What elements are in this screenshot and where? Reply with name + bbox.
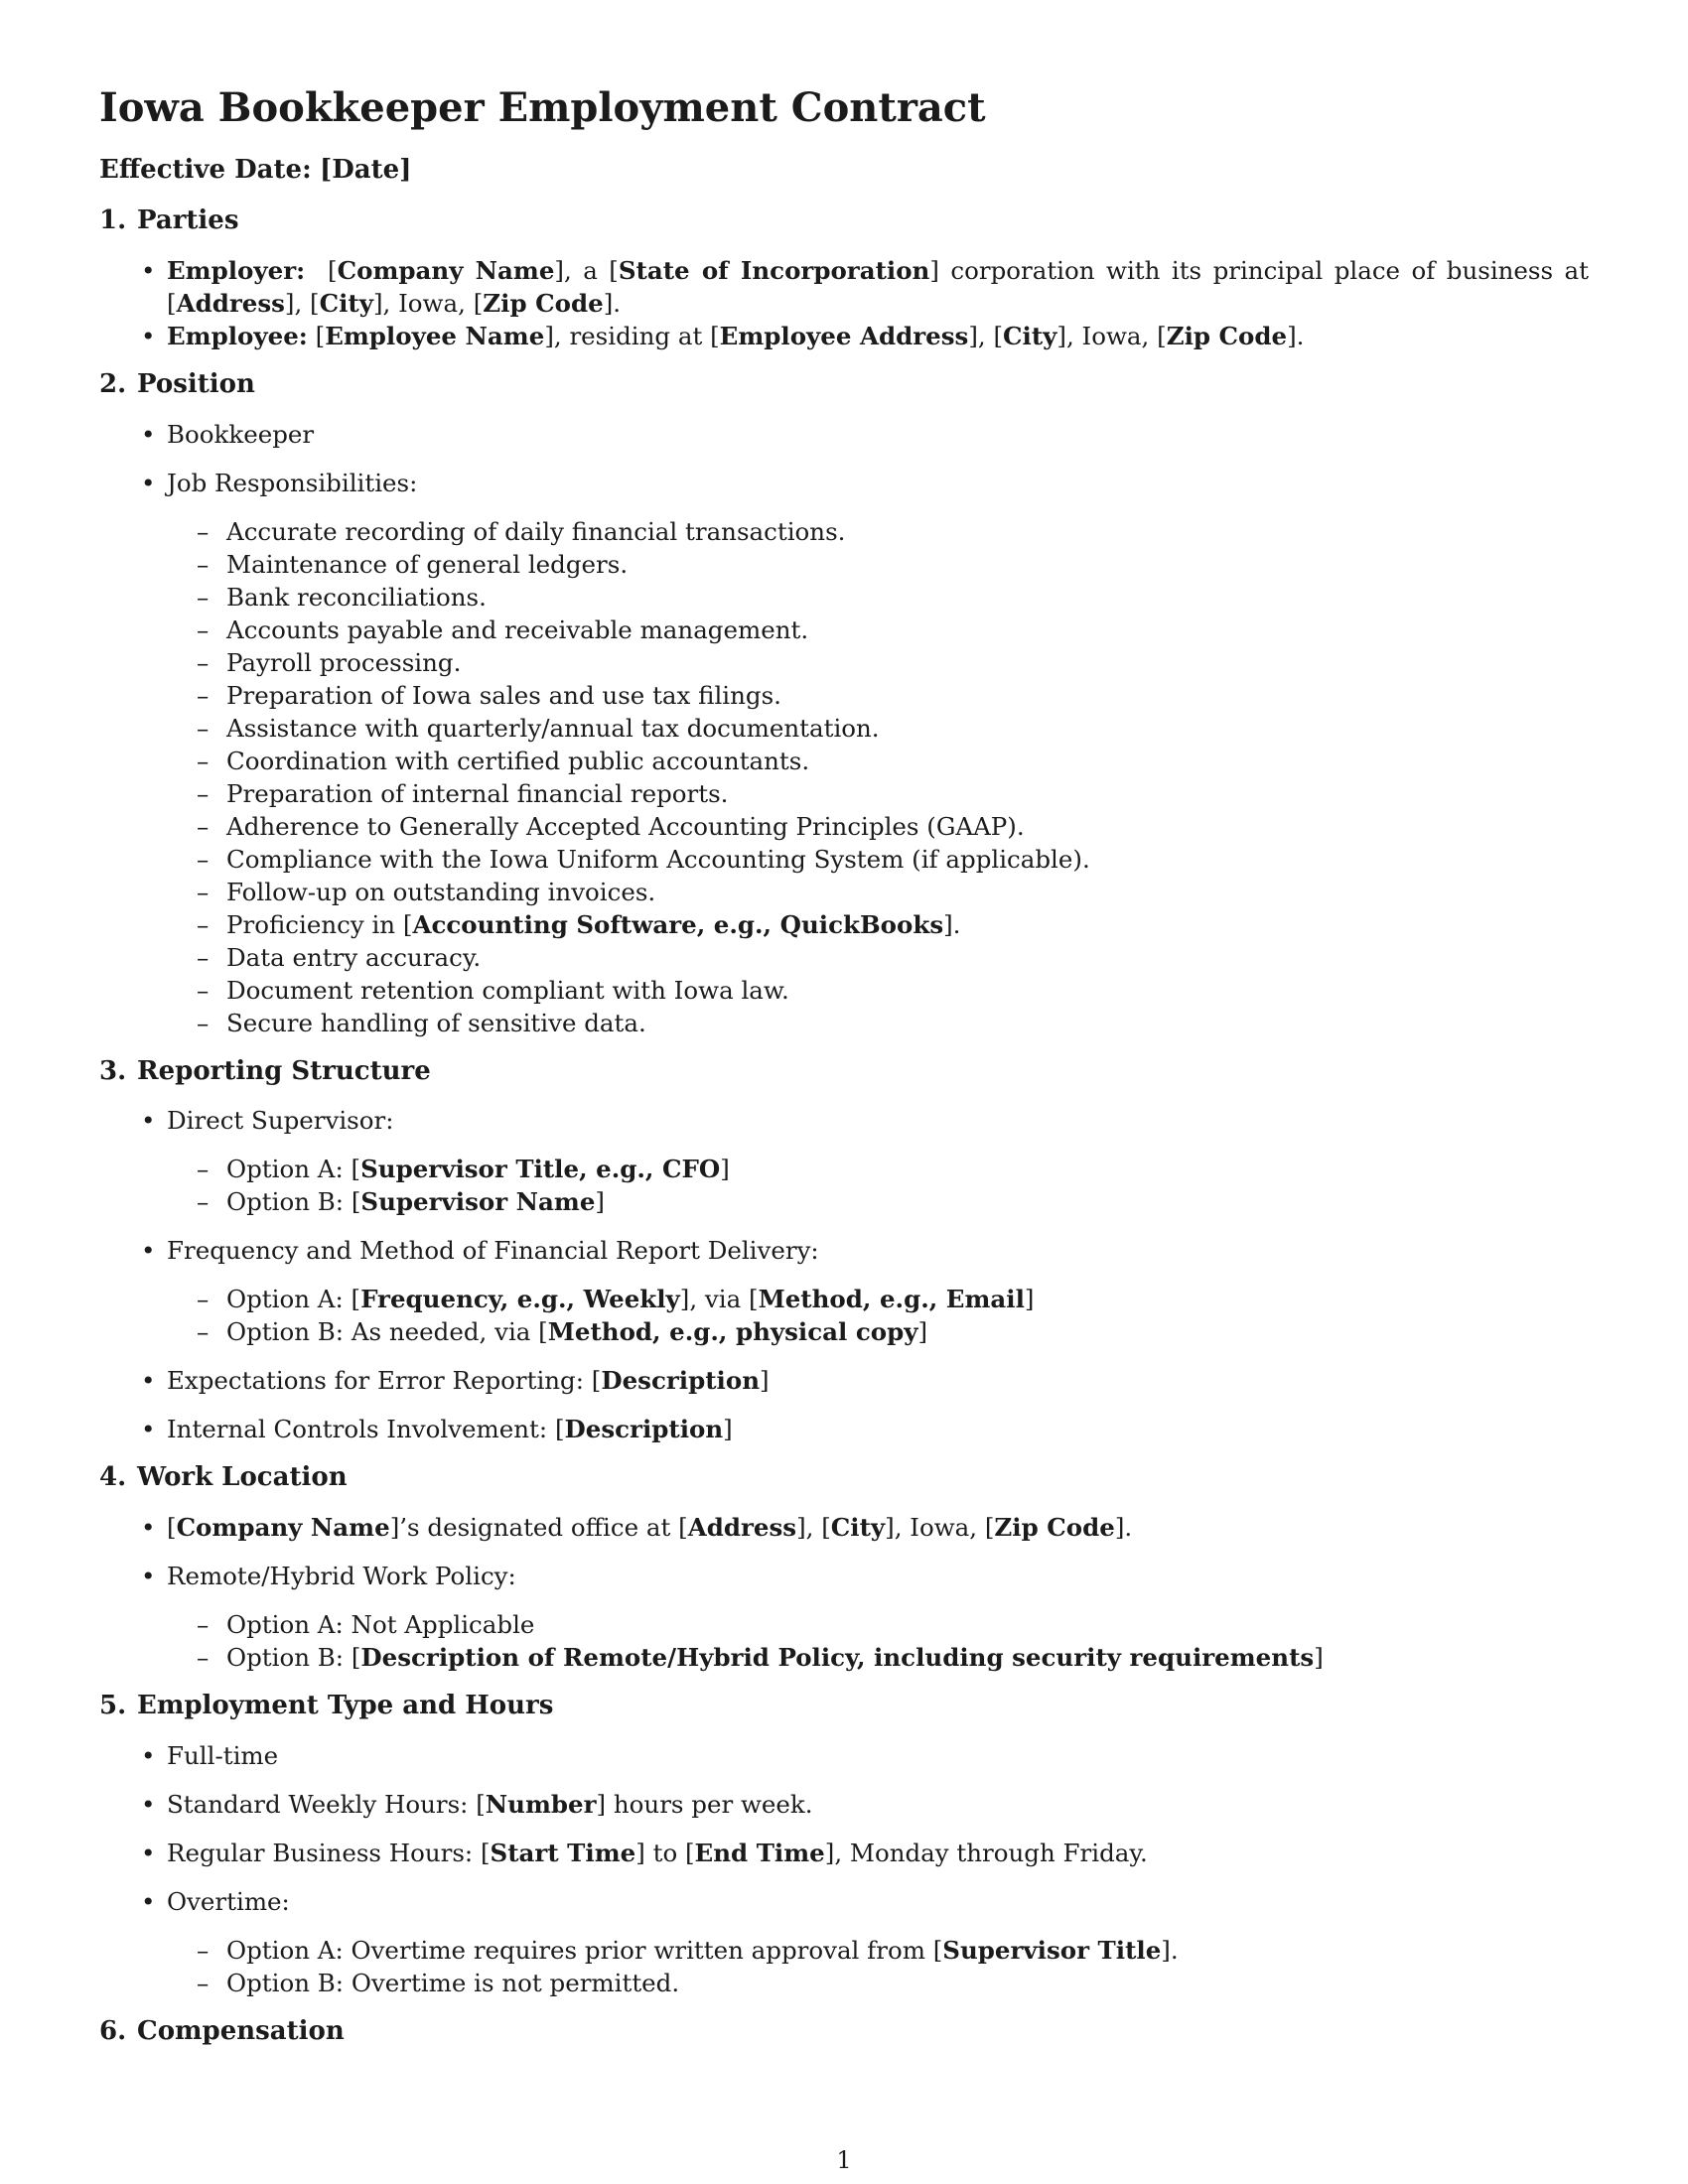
remote-options xyxy=(167,1608,1589,1674)
section-heading: 3. Reporting Structure xyxy=(99,1055,431,1086)
list-item: • Frequency and Method of Financial Report Delivery: – Option A: [Frequency, e.g., Weekly], via [Method, e.g., Email] – Option B: As needed, via [Method, e.g., physical copy] xyxy=(137,1234,1589,1348)
list-item: • Bookkeeper xyxy=(137,418,1589,451)
section-work-location xyxy=(99,1461,1589,1674)
list-item: – Option A: Not Applicable xyxy=(197,1608,1589,1641)
supervisor-options xyxy=(167,1153,1589,1218)
section-parties xyxy=(99,205,1589,352)
list-item: – Option A: [Frequency, e.g., Weekly], via [Method, e.g., Email] xyxy=(197,1283,1589,1315)
list-item: • Overtime: – Option A: Overtime requires prior written approval from [Supervisor Title]. – Option B: Overtime is not permitted. xyxy=(137,1885,1589,1999)
list-item: – Option B: Overtime is not permitted. xyxy=(197,1967,1589,1999)
effective-date-value: [Date] xyxy=(319,155,412,185)
responsibilities-list xyxy=(167,515,1589,1039)
list-item: – Document retention compliant with Iowa law. xyxy=(197,974,1589,1007)
list-item: – Option B: [Description of Remote/Hybrid Policy, including security requirements] xyxy=(197,1641,1589,1674)
list-item: – Option B: As needed, via [Method, e.g., physical copy] xyxy=(197,1315,1589,1348)
list-item: – Assistance with quarterly/annual tax documentation. xyxy=(197,712,1589,745)
section-heading: 2. Position xyxy=(99,368,255,399)
section-heading: 6. Compensation xyxy=(99,2015,345,2046)
list-item: – Payroll processing. xyxy=(197,646,1589,679)
section-employment-type xyxy=(99,1690,1589,1999)
section-heading: 1. Parties xyxy=(99,205,239,235)
list-item: – Preparation of internal financial reports. xyxy=(197,777,1589,810)
delivery-options xyxy=(167,1283,1589,1348)
list-item: – Preparation of Iowa sales and use tax filings. xyxy=(197,679,1589,712)
section-reporting xyxy=(99,1055,1589,1446)
position-list xyxy=(99,418,1589,1039)
parties-list xyxy=(99,254,1589,352)
list-item: – Follow-up on outstanding invoices. xyxy=(197,876,1589,908)
list-item: • Direct Supervisor: – Option A: [Supervisor Title, e.g., CFO] – Option B: [Supervisor Name] xyxy=(137,1104,1589,1218)
list-item: • Expectations for Error Reporting: [Description] xyxy=(137,1364,1589,1397)
list-item: – Compliance with the Iowa Uniform Accounting System (if applicable). xyxy=(197,843,1589,876)
list-item: • Job Responsibilities: – Accurate recording of daily financial transactions. – Maintenance of general ledgers. – Bank reconciliations. – Accounts payable and receivable management. – Payroll processing. – Preparation of Iowa sales and use tax filings. – Assistance with quarterly/annual tax documentation. – Coordination with certified public accountants. – Preparation of internal financial reports. – Adherence to Generally Accepted Accounting Principles (GAAP). – Compliance with the Iowa Uniform Accounting System (if applicable). – Follow-up on outstanding invoices. – Proficiency in [Accounting Software, e.g., QuickBooks]. – Data entry accuracy. – Document retention compliant with Iowa law. – Secure handling of sensitive data. xyxy=(137,467,1589,1039)
list-item: – Adherence to Generally Accepted Accounting Principles (GAAP). xyxy=(197,810,1589,843)
list-item: – Coordination with certified public accountants. xyxy=(197,745,1589,777)
list-item: – Bank reconciliations. xyxy=(197,581,1589,614)
page-number: 1 xyxy=(836,2146,852,2174)
list-item: – Maintenance of general ledgers. xyxy=(197,548,1589,581)
list-item: • Standard Weekly Hours: [Number] hours per week. xyxy=(137,1788,1589,1821)
section-compensation xyxy=(99,2015,1589,2049)
list-item: – Option A: Overtime requires prior written approval from [Supervisor Title]. xyxy=(197,1934,1589,1967)
employee-item: • Employee: [Employee Name], residing at [Employee Address], [City], Iowa, [Zip Code]. xyxy=(137,320,1589,352)
employer-item: • Employer: [Company Name], a [State of Incorporation] corporation with its principal place of business at [Address], [City], Iowa, [Zip Code]. xyxy=(137,254,1589,320)
document-title: Iowa Bookkeeper Employment Contract xyxy=(99,84,986,131)
list-item: – Accurate recording of daily financial transactions. xyxy=(197,515,1589,548)
list-item: • Full-time xyxy=(137,1739,1589,1772)
section-heading: 4. Work Location xyxy=(99,1462,348,1493)
section-position xyxy=(99,368,1589,1039)
section-heading: 5. Employment Type and Hours xyxy=(99,1691,554,1721)
list-item: • Internal Controls Involvement: [Description] xyxy=(137,1413,1589,1445)
overtime-options xyxy=(167,1934,1589,1999)
list-item: – Secure handling of sensitive data. xyxy=(197,1007,1589,1039)
list-item: – Option A: [Supervisor Title, e.g., CFO] xyxy=(197,1153,1589,1185)
list-item: – Option B: [Supervisor Name] xyxy=(197,1185,1589,1218)
list-item: – Data entry accuracy. xyxy=(197,941,1589,974)
list-item: • [Company Name]’s designated office at [Address], [City], Iowa, [Zip Code]. xyxy=(137,1511,1589,1544)
reporting-list xyxy=(99,1104,1589,1445)
list-item: • Regular Business Hours: [Start Time] to [End Time], Monday through Friday. xyxy=(137,1837,1589,1869)
location-list xyxy=(99,1511,1589,1674)
contract-page xyxy=(99,85,1589,2065)
hours-list xyxy=(99,1739,1589,1999)
list-item: – Proficiency in [Accounting Software, e.g., QuickBooks]. xyxy=(197,908,1589,941)
effective-date: Effective Date: [Date] xyxy=(99,155,412,185)
list-item: • Remote/Hybrid Work Policy: – Option A: Not Applicable – Option B: [Description of Remote/Hybrid Policy, including security requirements] xyxy=(137,1560,1589,1674)
list-item: – Accounts payable and receivable management. xyxy=(197,614,1589,646)
